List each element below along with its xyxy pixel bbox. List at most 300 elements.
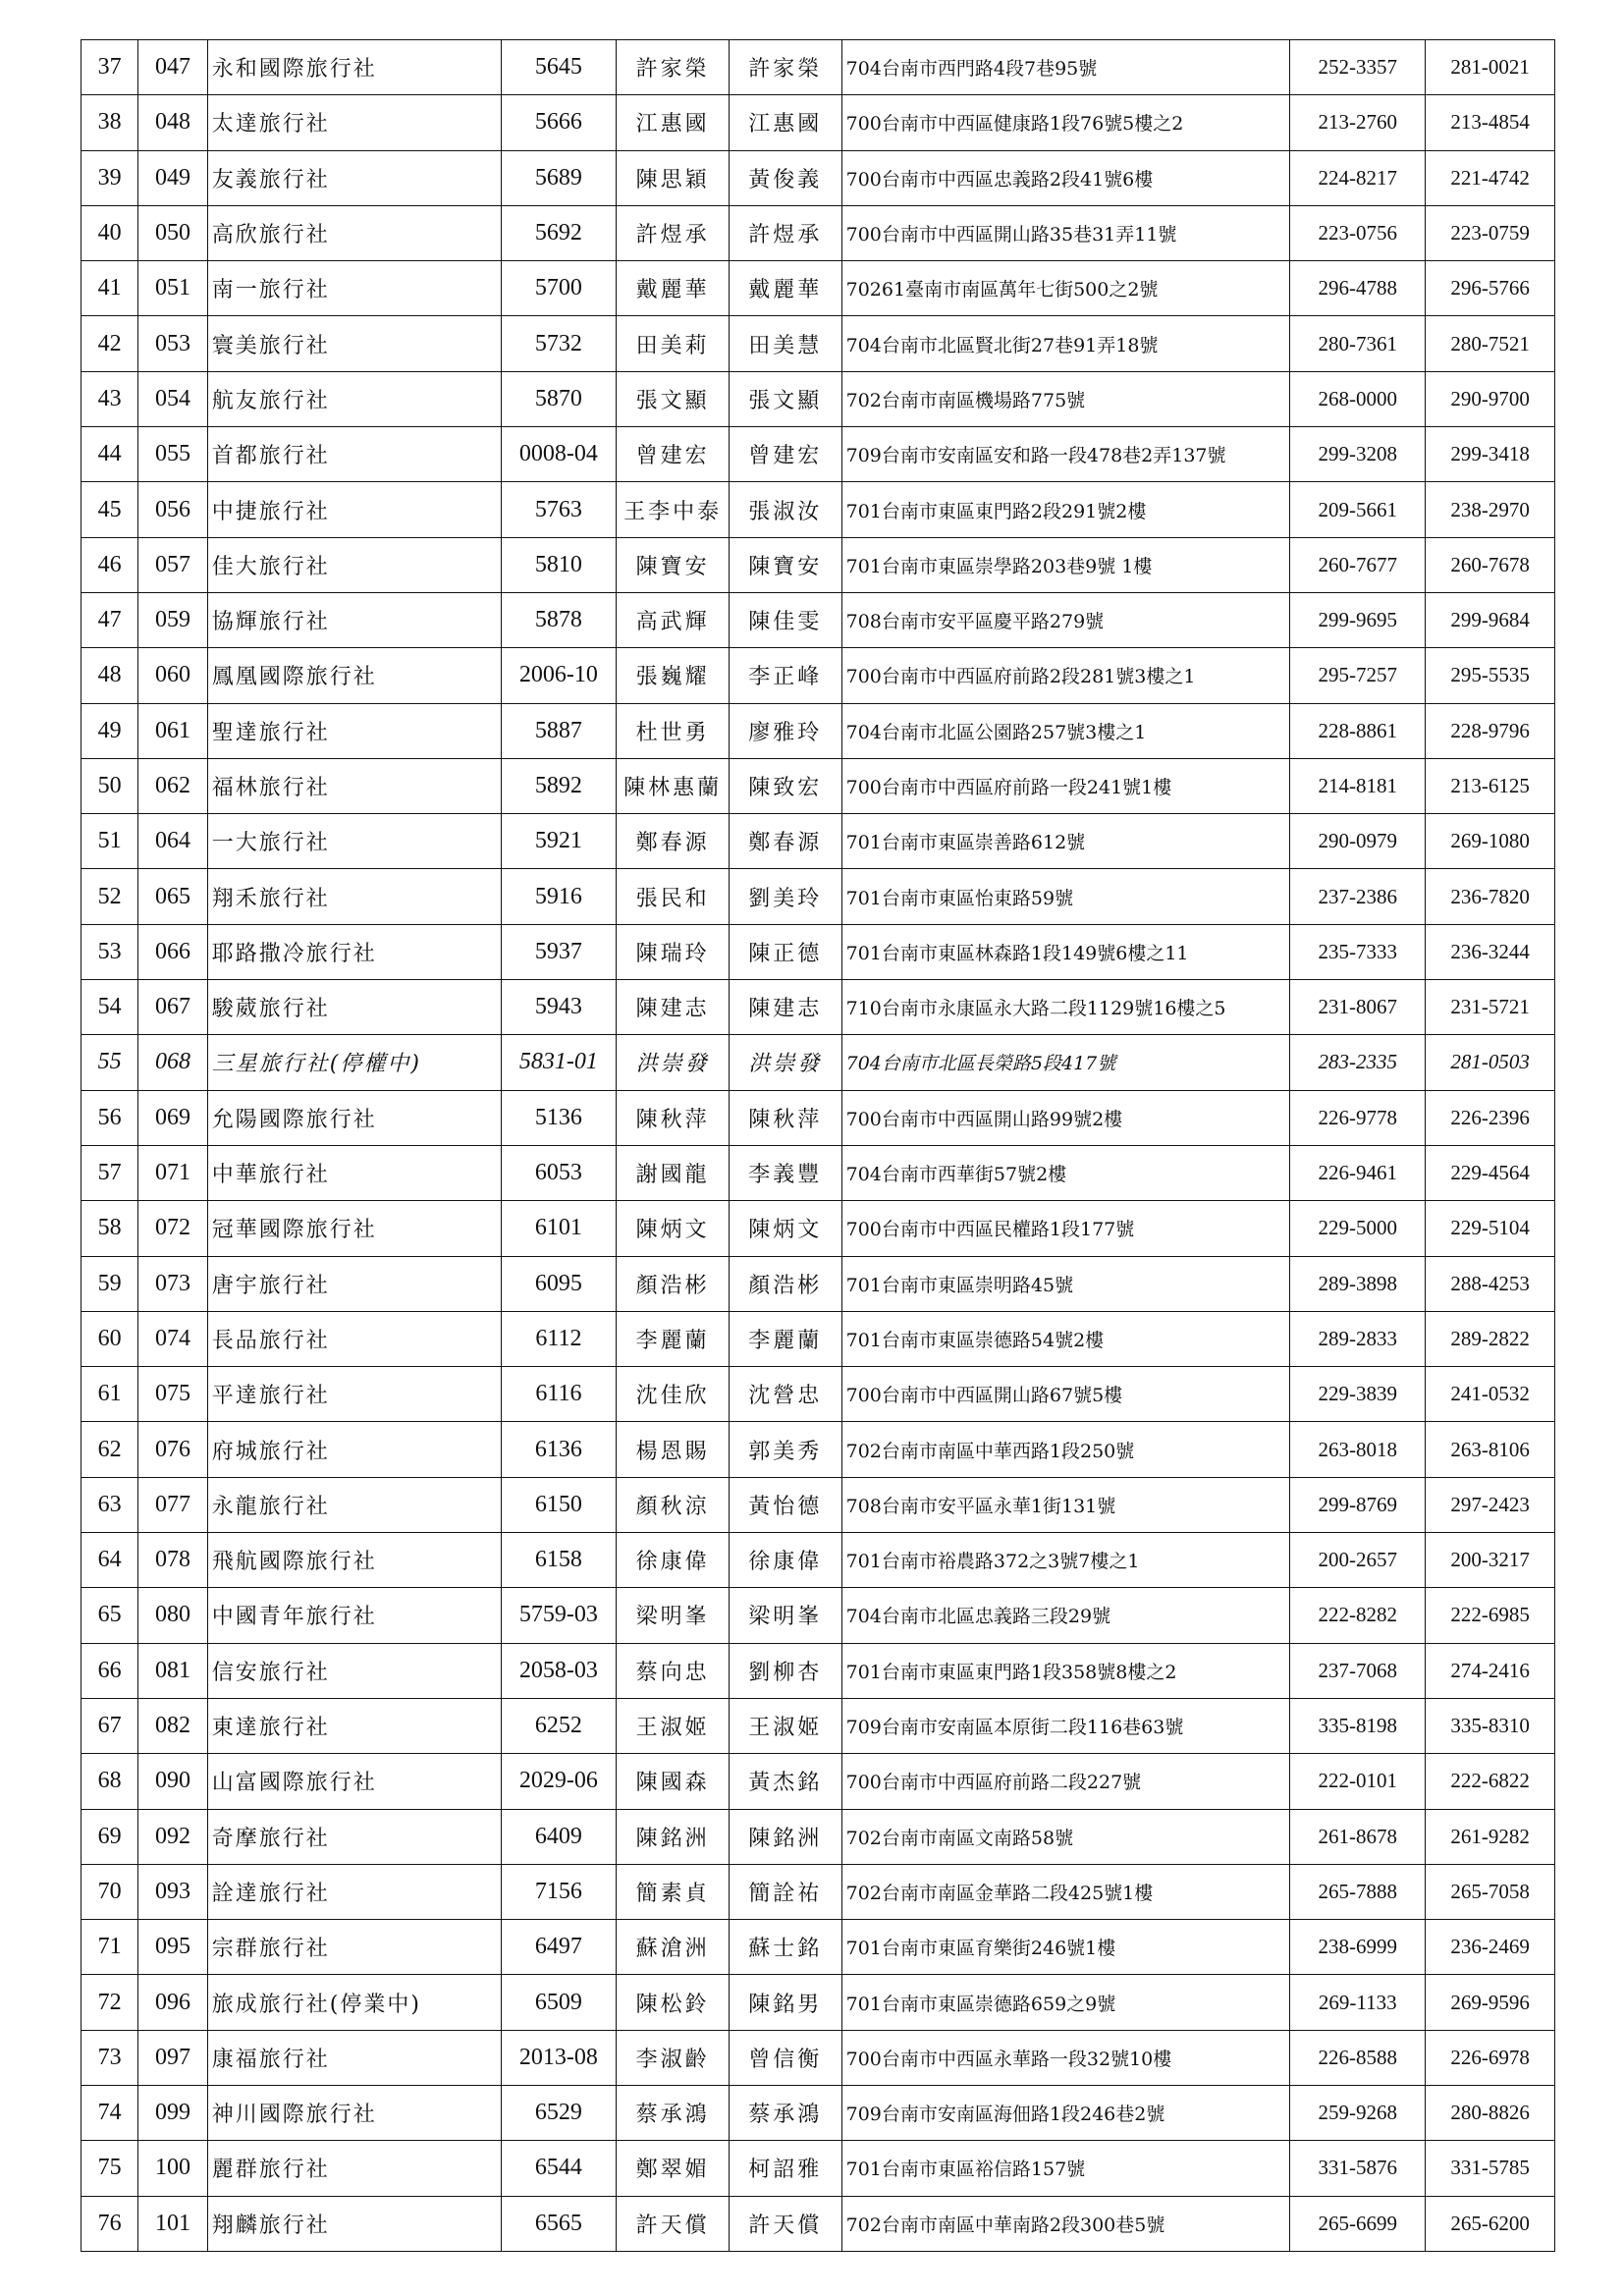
- agency-name: 南一旅行社: [207, 261, 501, 316]
- license-number: 5763: [501, 482, 617, 537]
- license-number: 5136: [501, 1090, 617, 1145]
- license-number: 6116: [501, 1367, 617, 1422]
- address: 708台南市安平區慶平路279號: [841, 592, 1290, 647]
- fax-number: 265-7058: [1426, 1864, 1555, 1919]
- row-number: 72: [81, 1975, 138, 2030]
- fax-number: 331-5785: [1426, 2141, 1555, 2196]
- manager-name: 蘇士銘: [729, 1920, 841, 1975]
- row-number: 68: [81, 1754, 138, 1809]
- address: 701台南市東區育樂街246號1樓: [841, 1920, 1290, 1975]
- fax-number: 222-6822: [1426, 1754, 1555, 1809]
- license-number: 6136: [501, 1422, 617, 1477]
- fax-number: 289-2822: [1426, 1311, 1555, 1366]
- phone-number: 335-8198: [1290, 1698, 1426, 1753]
- fax-number: 261-9282: [1426, 1809, 1555, 1864]
- table-row: [81, 1643, 1555, 1698]
- fax-number: 226-2396: [1426, 1090, 1555, 1145]
- representative-name: 許煜承: [617, 205, 730, 260]
- address: 700台南市中西區府前路一段241號1樓: [841, 758, 1290, 813]
- license-number: 6095: [501, 1256, 617, 1311]
- row-number: 64: [81, 1533, 138, 1588]
- agency-code: 054: [138, 371, 207, 426]
- manager-name: 許煜承: [729, 205, 841, 260]
- manager-name: 陳正德: [729, 924, 841, 979]
- manager-name: 沈營忠: [729, 1367, 841, 1422]
- address: 704台南市北區公園路257號3樓之1: [841, 703, 1290, 758]
- phone-number: 237-2386: [1290, 869, 1426, 924]
- manager-name: 李麗蘭: [729, 1311, 841, 1366]
- fax-number: 231-5721: [1426, 980, 1555, 1035]
- row-number: 65: [81, 1588, 138, 1643]
- address: 704台南市西門路4段7巷95號: [841, 40, 1290, 95]
- phone-number: 263-8018: [1290, 1422, 1426, 1477]
- row-number: 60: [81, 1311, 138, 1366]
- phone-number: 235-7333: [1290, 924, 1426, 979]
- phone-number: 224-8217: [1290, 150, 1426, 205]
- agency-code: 074: [138, 1311, 207, 1366]
- representative-name: 陳寶安: [617, 537, 730, 592]
- license-number: 6409: [501, 1809, 617, 1864]
- fax-number: 236-7820: [1426, 869, 1555, 924]
- address: 702台南市南區文南路58號: [841, 1809, 1290, 1864]
- representative-name: 張巍耀: [617, 648, 730, 703]
- row-number: 59: [81, 1256, 138, 1311]
- representative-name: 楊恩賜: [617, 1422, 730, 1477]
- agency-name: 航友旅行社: [207, 371, 501, 426]
- license-number: 5943: [501, 980, 617, 1035]
- fax-number: 281-0021: [1426, 40, 1555, 95]
- license-number: 6509: [501, 1975, 617, 2030]
- license-number: 5645: [501, 40, 617, 95]
- phone-number: 214-8181: [1290, 758, 1426, 813]
- agency-code: 073: [138, 1256, 207, 1311]
- agency-name: 允陽國際旅行社: [207, 1090, 501, 1145]
- row-number: 54: [81, 980, 138, 1035]
- representative-name: 李淑齡: [617, 2030, 730, 2085]
- phone-number: 280-7361: [1290, 316, 1426, 371]
- table-row: [81, 1035, 1555, 1090]
- table-row: [81, 427, 1555, 482]
- manager-name: 徐康偉: [729, 1533, 841, 1588]
- agency-name: 永和國際旅行社: [207, 40, 501, 95]
- license-number: 7156: [501, 1864, 617, 1919]
- row-number: 47: [81, 592, 138, 647]
- license-number: 5870: [501, 371, 617, 426]
- agency-code: 047: [138, 40, 207, 95]
- manager-name: 張淑汝: [729, 482, 841, 537]
- agency-name: 三星旅行社(停權中): [207, 1035, 501, 1090]
- manager-name: 鄭春源: [729, 814, 841, 869]
- agency-name: 太達旅行社: [207, 95, 501, 150]
- address: 700台南市中西區府前路2段281號3樓之1: [841, 648, 1290, 703]
- agency-name: 耶路撒冷旅行社: [207, 924, 501, 979]
- row-number: 73: [81, 2030, 138, 2085]
- agency-name: 冠華國際旅行社: [207, 1201, 501, 1256]
- manager-name: 簡詮祐: [729, 1864, 841, 1919]
- license-number: 2006-10: [501, 648, 617, 703]
- agency-name: 旅成旅行社(停業中): [207, 1975, 501, 2030]
- agency-code: 071: [138, 1145, 207, 1200]
- phone-number: 231-8067: [1290, 980, 1426, 1035]
- manager-name: 王淑姬: [729, 1698, 841, 1753]
- fax-number: 297-2423: [1426, 1477, 1555, 1532]
- agency-name: 翔麟旅行社: [207, 2196, 501, 2251]
- phone-number: 299-3208: [1290, 427, 1426, 482]
- table-row: [81, 758, 1555, 813]
- license-number: 5831-01: [501, 1035, 617, 1090]
- manager-name: 黃怡德: [729, 1477, 841, 1532]
- agency-name: 康福旅行社: [207, 2030, 501, 2085]
- address: 701台南市東區崇德路54號2樓: [841, 1311, 1290, 1366]
- fax-number: 280-8826: [1426, 2085, 1555, 2140]
- phone-number: 299-9695: [1290, 592, 1426, 647]
- table-row: [81, 869, 1555, 924]
- address: 701台南市東區裕信路157號: [841, 2141, 1290, 2196]
- fax-number: 200-3217: [1426, 1533, 1555, 1588]
- agency-code: 060: [138, 648, 207, 703]
- agency-code: 101: [138, 2196, 207, 2251]
- phone-number: 259-9268: [1290, 2085, 1426, 2140]
- agency-name: 中國青年旅行社: [207, 1588, 501, 1643]
- address: 700台南市中西區府前路二段227號: [841, 1754, 1290, 1809]
- phone-number: 252-3357: [1290, 40, 1426, 95]
- fax-number: 269-1080: [1426, 814, 1555, 869]
- row-number: 46: [81, 537, 138, 592]
- phone-number: 289-2833: [1290, 1311, 1426, 1366]
- address: 700台南市中西區開山路99號2樓: [841, 1090, 1290, 1145]
- license-number: 6150: [501, 1477, 617, 1532]
- phone-number: 289-3898: [1290, 1256, 1426, 1311]
- table-row: [81, 592, 1555, 647]
- manager-name: 梁明峯: [729, 1588, 841, 1643]
- representative-name: 王淑姬: [617, 1698, 730, 1753]
- manager-name: 陳炳文: [729, 1201, 841, 1256]
- agency-name: 府城旅行社: [207, 1422, 501, 1477]
- manager-name: 陳致宏: [729, 758, 841, 813]
- fax-number: 290-9700: [1426, 371, 1555, 426]
- representative-name: 洪崇發: [617, 1035, 730, 1090]
- agency-name: 高欣旅行社: [207, 205, 501, 260]
- fax-number: 213-6125: [1426, 758, 1555, 813]
- agency-name: 長品旅行社: [207, 1311, 501, 1366]
- license-number: 5810: [501, 537, 617, 592]
- address: 701台南市東區東門路2段291號2樓: [841, 482, 1290, 537]
- fax-number: 221-4742: [1426, 150, 1555, 205]
- row-number: 76: [81, 2196, 138, 2251]
- representative-name: 田美莉: [617, 316, 730, 371]
- representative-name: 陳瑞玲: [617, 924, 730, 979]
- phone-number: 290-0979: [1290, 814, 1426, 869]
- row-number: 66: [81, 1643, 138, 1698]
- agency-name: 奇摩旅行社: [207, 1809, 501, 1864]
- address: 700台南市中西區開山路67號5樓: [841, 1367, 1290, 1422]
- representative-name: 曾建宏: [617, 427, 730, 482]
- agency-code: 048: [138, 95, 207, 150]
- address: 700台南市中西區民權路1段177號: [841, 1201, 1290, 1256]
- representative-name: 徐康偉: [617, 1533, 730, 1588]
- fax-number: 265-6200: [1426, 2196, 1555, 2251]
- representative-name: 鄭翠媚: [617, 2141, 730, 2196]
- license-number: 5887: [501, 703, 617, 758]
- address: 700台南市中西區永華路一段32號10樓: [841, 2030, 1290, 2085]
- address: 704台南市西華街57號2樓: [841, 1145, 1290, 1200]
- address: 702台南市南區機場路775號: [841, 371, 1290, 426]
- agency-code: 099: [138, 2085, 207, 2140]
- row-number: 38: [81, 95, 138, 150]
- manager-name: 戴麗華: [729, 261, 841, 316]
- row-number: 37: [81, 40, 138, 95]
- table-row: [81, 150, 1555, 205]
- manager-name: 曾信衡: [729, 2030, 841, 2085]
- fax-number: 222-6985: [1426, 1588, 1555, 1643]
- fax-number: 241-0532: [1426, 1367, 1555, 1422]
- license-number: 5689: [501, 150, 617, 205]
- agency-code: 100: [138, 2141, 207, 2196]
- agency-name: 信安旅行社: [207, 1643, 501, 1698]
- address: 709台南市安南區海佃路1段246巷2號: [841, 2085, 1290, 2140]
- address: 701台南市東區崇善路612號: [841, 814, 1290, 869]
- manager-name: 許天償: [729, 2196, 841, 2251]
- agency-name: 飛航國際旅行社: [207, 1533, 501, 1588]
- representative-name: 陳建志: [617, 980, 730, 1035]
- representative-name: 江惠國: [617, 95, 730, 150]
- row-number: 40: [81, 205, 138, 260]
- address: 701台南市東區東門路1段358號8樓之2: [841, 1643, 1290, 1698]
- fax-number: 288-4253: [1426, 1256, 1555, 1311]
- table-row: [81, 2030, 1555, 2085]
- table-row: [81, 1311, 1555, 1366]
- agency-name: 中捷旅行社: [207, 482, 501, 537]
- agency-code: 069: [138, 1090, 207, 1145]
- manager-name: 劉柳杏: [729, 1643, 841, 1698]
- address: 700台南市中西區健康路1段76號5樓之2: [841, 95, 1290, 150]
- agency-code: 059: [138, 592, 207, 647]
- representative-name: 李麗蘭: [617, 1311, 730, 1366]
- representative-name: 張民和: [617, 869, 730, 924]
- manager-name: 郭美秀: [729, 1422, 841, 1477]
- phone-number: 260-7677: [1290, 537, 1426, 592]
- table-row: [81, 1090, 1555, 1145]
- license-number: 6112: [501, 1311, 617, 1366]
- table-row: [81, 537, 1555, 592]
- table-row: [81, 95, 1555, 150]
- table-row: [81, 703, 1555, 758]
- agency-code: 075: [138, 1367, 207, 1422]
- table-row: [81, 2196, 1555, 2251]
- license-number: 5916: [501, 869, 617, 924]
- representative-name: 陳秋萍: [617, 1090, 730, 1145]
- fax-number: 299-9684: [1426, 592, 1555, 647]
- agency-code: 096: [138, 1975, 207, 2030]
- license-number: 6053: [501, 1145, 617, 1200]
- agency-name: 唐宇旅行社: [207, 1256, 501, 1311]
- row-number: 44: [81, 427, 138, 482]
- row-number: 55: [81, 1035, 138, 1090]
- table-row: [81, 261, 1555, 316]
- phone-number: 237-7068: [1290, 1643, 1426, 1698]
- manager-name: 李正峰: [729, 648, 841, 703]
- agency-code: 092: [138, 1809, 207, 1864]
- row-number: 42: [81, 316, 138, 371]
- representative-name: 陳松鈴: [617, 1975, 730, 2030]
- row-number: 62: [81, 1422, 138, 1477]
- phone-number: 261-8678: [1290, 1809, 1426, 1864]
- table-row: [81, 1477, 1555, 1532]
- table-row: [81, 1809, 1555, 1864]
- phone-number: 229-5000: [1290, 1201, 1426, 1256]
- table-row: [81, 1201, 1555, 1256]
- license-number: 5700: [501, 261, 617, 316]
- agency-code: 066: [138, 924, 207, 979]
- row-number: 58: [81, 1201, 138, 1256]
- representative-name: 王李中泰: [617, 482, 730, 537]
- fax-number: 299-3418: [1426, 427, 1555, 482]
- agency-code: 065: [138, 869, 207, 924]
- manager-name: 蔡承鴻: [729, 2085, 841, 2140]
- license-number: 6565: [501, 2196, 617, 2251]
- agency-name: 永龍旅行社: [207, 1477, 501, 1532]
- manager-name: 曾建宏: [729, 427, 841, 482]
- fax-number: 228-9796: [1426, 703, 1555, 758]
- row-number: 63: [81, 1477, 138, 1532]
- phone-number: 209-5661: [1290, 482, 1426, 537]
- phone-number: 265-7888: [1290, 1864, 1426, 1919]
- phone-number: 200-2657: [1290, 1533, 1426, 1588]
- agency-name: 福林旅行社: [207, 758, 501, 813]
- table-row: [81, 2141, 1555, 2196]
- fax-number: 223-0759: [1426, 205, 1555, 260]
- license-number: 2013-08: [501, 2030, 617, 2085]
- phone-number: 331-5876: [1290, 2141, 1426, 2196]
- phone-number: 295-7257: [1290, 648, 1426, 703]
- agency-name: 鳳凰國際旅行社: [207, 648, 501, 703]
- row-number: 56: [81, 1090, 138, 1145]
- address: 701台南市東區崇學路203巷9號 1樓: [841, 537, 1290, 592]
- representative-name: 許家榮: [617, 40, 730, 95]
- table-row: [81, 1256, 1555, 1311]
- row-number: 61: [81, 1367, 138, 1422]
- representative-name: 張文顯: [617, 371, 730, 426]
- agency-code: 049: [138, 150, 207, 205]
- agency-code: 068: [138, 1035, 207, 1090]
- representative-name: 杜世勇: [617, 703, 730, 758]
- table-row: [81, 482, 1555, 537]
- phone-number: 226-9778: [1290, 1090, 1426, 1145]
- agency-name: 東達旅行社: [207, 1698, 501, 1753]
- row-number: 75: [81, 2141, 138, 2196]
- representative-name: 高武輝: [617, 592, 730, 647]
- phone-number: 265-6699: [1290, 2196, 1426, 2251]
- table-row: [81, 1367, 1555, 1422]
- license-number: 6101: [501, 1201, 617, 1256]
- address: 701台南市東區怡東路59號: [841, 869, 1290, 924]
- agency-name: 神川國際旅行社: [207, 2085, 501, 2140]
- license-number: 6544: [501, 2141, 617, 2196]
- manager-name: 陳銘男: [729, 1975, 841, 2030]
- row-number: 49: [81, 703, 138, 758]
- address: 710台南市永康區永大路二段1129號16樓之5: [841, 980, 1290, 1035]
- agency-code: 056: [138, 482, 207, 537]
- fax-number: 269-9596: [1426, 1975, 1555, 2030]
- address: 701台南市東區林森路1段149號6樓之11: [841, 924, 1290, 979]
- license-number: 6252: [501, 1698, 617, 1753]
- license-number: 6158: [501, 1533, 617, 1588]
- row-number: 70: [81, 1864, 138, 1919]
- address: 702台南市南區金華路二段425號1樓: [841, 1864, 1290, 1919]
- manager-name: 陳建志: [729, 980, 841, 1035]
- fax-number: 238-2970: [1426, 482, 1555, 537]
- agency-name: 一大旅行社: [207, 814, 501, 869]
- manager-name: 柯詔雅: [729, 2141, 841, 2196]
- fax-number: 236-2469: [1426, 1920, 1555, 1975]
- agency-code: 053: [138, 316, 207, 371]
- table-row: [81, 1533, 1555, 1588]
- phone-number: 226-9461: [1290, 1145, 1426, 1200]
- agency-name: 聖達旅行社: [207, 703, 501, 758]
- representative-name: 沈佳欣: [617, 1367, 730, 1422]
- table-body: [81, 40, 1555, 2252]
- row-number: 74: [81, 2085, 138, 2140]
- phone-number: 296-4788: [1290, 261, 1426, 316]
- fax-number: 236-3244: [1426, 924, 1555, 979]
- manager-name: 陳銘洲: [729, 1809, 841, 1864]
- agency-name: 翔禾旅行社: [207, 869, 501, 924]
- address: 709台南市安南區本原街二段116巷63號: [841, 1698, 1290, 1753]
- phone-number: 299-8769: [1290, 1477, 1426, 1532]
- phone-number: 222-0101: [1290, 1754, 1426, 1809]
- table-row: [81, 40, 1555, 95]
- manager-name: 張文顯: [729, 371, 841, 426]
- license-number: 5892: [501, 758, 617, 813]
- table-row: [81, 2085, 1555, 2140]
- agency-name: 駿葳旅行社: [207, 980, 501, 1035]
- representative-name: 顏秋涼: [617, 1477, 730, 1532]
- license-number: 5921: [501, 814, 617, 869]
- agency-code: 057: [138, 537, 207, 592]
- fax-number: 296-5766: [1426, 261, 1555, 316]
- address: 700台南市中西區開山路35巷31弄11號: [841, 205, 1290, 260]
- representative-name: 顏浩彬: [617, 1256, 730, 1311]
- license-number: 5878: [501, 592, 617, 647]
- agency-code: 076: [138, 1422, 207, 1477]
- travel-agency-table: [81, 39, 1555, 2252]
- phone-number: 269-1133: [1290, 1975, 1426, 2030]
- manager-name: 李義豐: [729, 1145, 841, 1200]
- agency-name: 山富國際旅行社: [207, 1754, 501, 1809]
- row-number: 39: [81, 150, 138, 205]
- agency-code: 081: [138, 1643, 207, 1698]
- representative-name: 鄭春源: [617, 814, 730, 869]
- address: 702台南市南區中華西路1段250號: [841, 1422, 1290, 1477]
- license-number: 5732: [501, 316, 617, 371]
- table-row: [81, 814, 1555, 869]
- representative-name: 陳思穎: [617, 150, 730, 205]
- agency-name: 友義旅行社: [207, 150, 501, 205]
- address: 704台南市北區賢北街27巷91弄18號: [841, 316, 1290, 371]
- manager-name: 黃俊義: [729, 150, 841, 205]
- table-row: [81, 1145, 1555, 1200]
- agency-name: 首都旅行社: [207, 427, 501, 482]
- phone-number: 223-0756: [1290, 205, 1426, 260]
- fax-number: 281-0503: [1426, 1035, 1555, 1090]
- manager-name: 洪崇發: [729, 1035, 841, 1090]
- agency-code: 077: [138, 1477, 207, 1532]
- manager-name: 廖雅玲: [729, 703, 841, 758]
- agency-name: 中華旅行社: [207, 1145, 501, 1200]
- agency-name: 麗群旅行社: [207, 2141, 501, 2196]
- agency-code: 095: [138, 1920, 207, 1975]
- agency-code: 078: [138, 1533, 207, 1588]
